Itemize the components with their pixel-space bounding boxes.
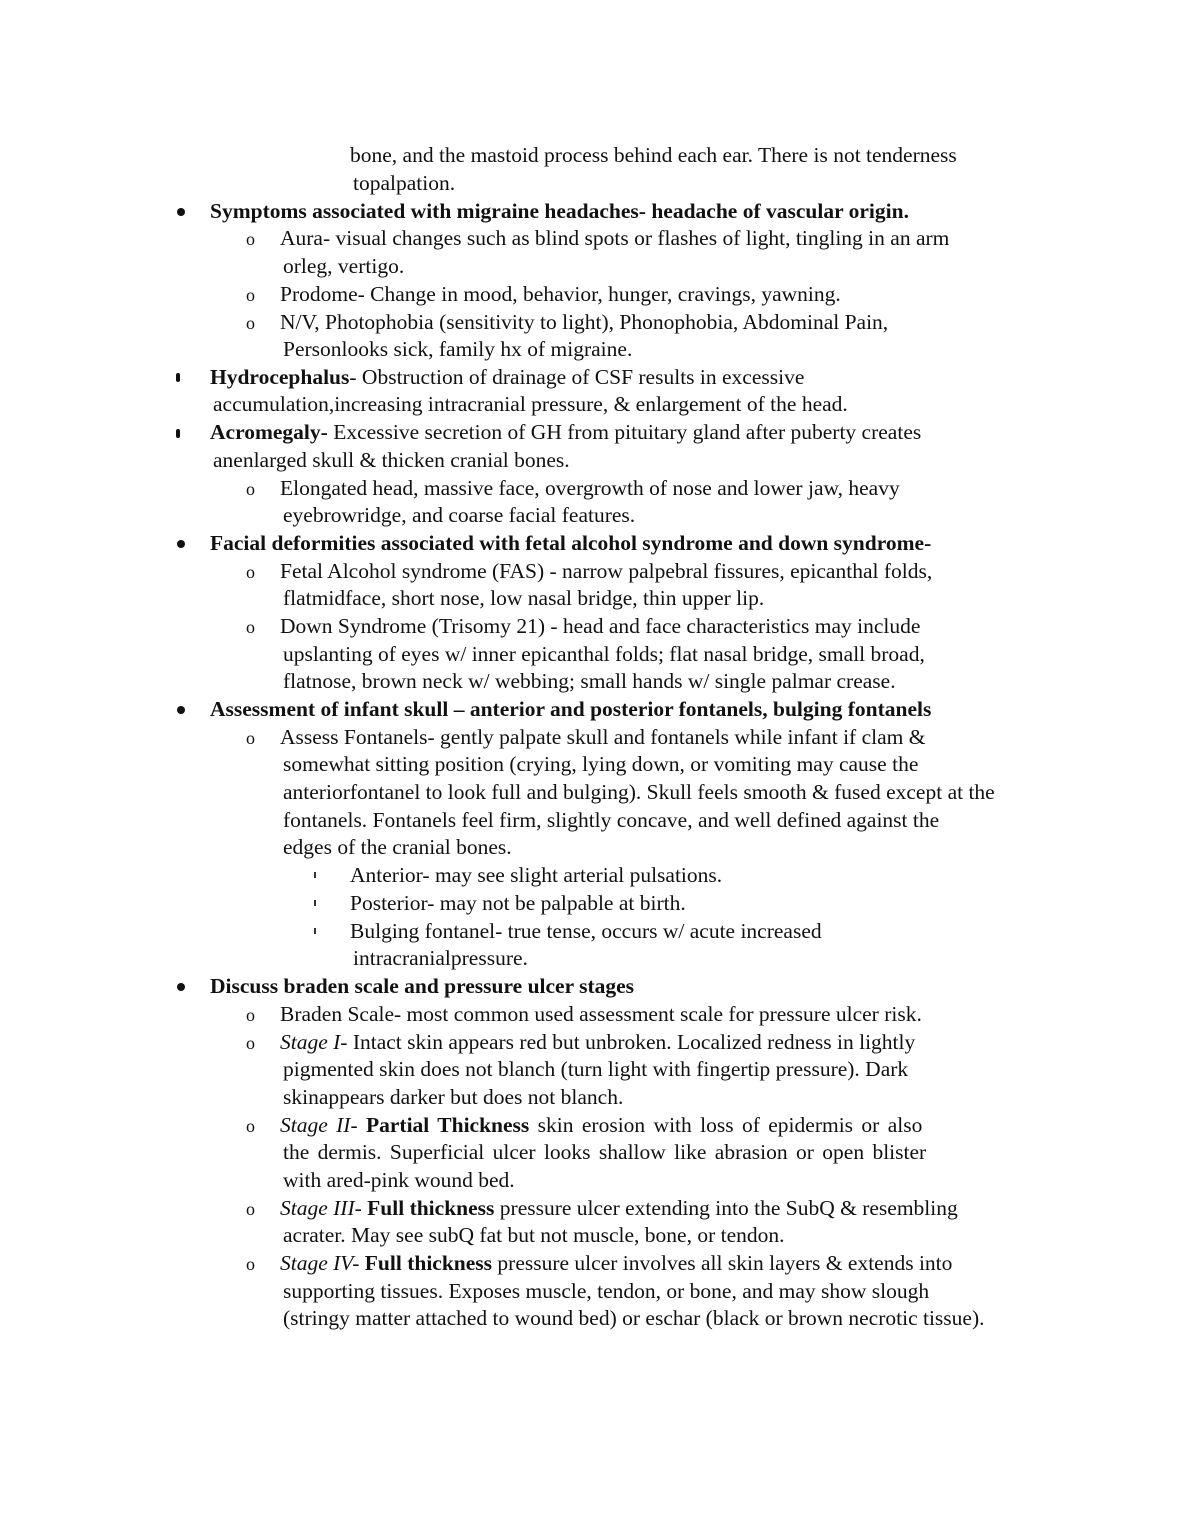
- text-line: accumulation,increasing intracranial pressure, & enlargement of the head.: [213, 392, 848, 416]
- list-item: Down Syndrome (Trisomy 21) - head and face characteristics may include: [280, 614, 921, 638]
- list-item: Fetal Alcohol syndrome (FAS) - narrow palpebral fissures, epicanthal folds,: [280, 559, 933, 583]
- list-item: [280, 1028, 915, 1056]
- sub-bullet-icon: o: [246, 313, 255, 333]
- text-line: upslanting of eyes w/ inner epicanthal folds; flat nasal bridge, small broad,: [283, 642, 925, 666]
- text-line: supporting tissues. Exposes muscle, tendon, or bone, and may show slough: [283, 1279, 930, 1303]
- list-item: Prodome- Change in mood, behavior, hunger, cravings, yawning.: [280, 282, 841, 306]
- stage-label: Stage III-: [280, 1196, 362, 1220]
- stage-label: Stage IV-: [280, 1251, 360, 1275]
- term-label: Hydrocephalus: [210, 365, 350, 389]
- stage-text: Intact skin appears red but unbroken. Localized redness in lightly: [347, 1030, 916, 1054]
- bullet-icon: [177, 706, 185, 714]
- stage-text: pressure ulcer involves all skin layers & extends into: [492, 1251, 953, 1275]
- list-item: Elongated head, massive face, overgrowth of nose and lower jaw, heavy: [280, 476, 900, 500]
- text-line: topalpation.: [353, 171, 456, 195]
- section-heading: Discuss braden scale and pressure ulcer stages: [210, 974, 635, 998]
- text-line: fontanels. Fontanels feel firm, slightly concave, and well defined against the: [283, 808, 940, 832]
- text-line: edges of the cranial bones.: [283, 835, 512, 859]
- section-heading: Assessment of infant skull – anterior and posterior fontanels, bulging fontanels: [210, 697, 932, 721]
- term-label: Acromegaly-: [210, 420, 328, 444]
- text-line: intracranialpressure.: [353, 946, 528, 970]
- list-item: N/V, Photophobia (sensitivity to light), Phonophobia, Abdominal Pain,: [280, 310, 889, 334]
- stage-label: Stage I-: [280, 1030, 348, 1054]
- stage-label: Stage II-: [280, 1113, 358, 1137]
- text-line: acrater. May see subQ fat but not muscle, bone, or tendon.: [283, 1223, 785, 1247]
- text-line: (stringy matter attached to wound bed) or eschar (black or brown necrotic tissue).: [283, 1306, 985, 1330]
- text-line: bone, and the mastoid process behind each ear. There is not tenderness: [350, 143, 957, 167]
- sub-sub-bullet-icon: [314, 872, 316, 878]
- stage-text: pressure ulcer extending into the SubQ & resembling: [494, 1196, 958, 1220]
- list-item: [280, 1249, 952, 1277]
- text-line: eyebrowridge, and coarse facial features.: [283, 503, 636, 527]
- bullet-icon: [176, 373, 180, 382]
- text-line: pigmented skin does not blanch (turn light with fingertip pressure). Dark: [283, 1057, 909, 1081]
- sub-bullet-icon: o: [246, 1199, 255, 1219]
- bullet-icon: [177, 540, 185, 548]
- list-item: Anterior- may see slight arterial pulsations.: [350, 863, 723, 887]
- sub-sub-bullet-icon: [314, 900, 316, 906]
- text-line: somewhat sitting position (crying, lying down, or vomiting may cause the: [283, 752, 919, 776]
- text-line: flatnose, brown neck w/ webbing; small hands w/ single palmar crease.: [283, 669, 896, 693]
- text-line: anteriorfontanel to look full and bulging). Skull feels smooth & fused except at the: [283, 780, 995, 804]
- sub-bullet-icon: o: [246, 1005, 255, 1025]
- text-line: skinappears darker but does not blanch.: [283, 1085, 624, 1109]
- sub-bullet-icon: o: [246, 562, 255, 582]
- stage-text: skin erosion with loss of epidermis or also: [537, 1113, 923, 1137]
- section-heading: Symptoms associated with migraine headaches- headache of vascular origin.: [210, 199, 909, 223]
- sub-sub-bullet-icon: [314, 928, 316, 934]
- sub-bullet-icon: o: [246, 728, 255, 748]
- sub-bullet-icon: o: [246, 617, 255, 637]
- bullet-icon: [177, 208, 185, 216]
- text-line: Personlooks sick, family hx of migraine.: [283, 337, 633, 361]
- list-item: Assess Fontanels- gently palpate skull and fontanels while infant if clam &: [280, 725, 926, 749]
- section-heading: Facial deformities associated with fetal alcohol syndrome and down syndrome-: [210, 531, 932, 555]
- sub-bullet-icon: o: [246, 1254, 255, 1274]
- sub-bullet-icon: o: [246, 1033, 255, 1053]
- list-item: [210, 418, 921, 446]
- list-item: [280, 1194, 958, 1222]
- text-line: the dermis. Superficial ulcer looks shallow like abrasion or open blister: [283, 1140, 927, 1164]
- list-item: Aura- visual changes such as blind spots or flashes of light, tingling in an arm: [280, 226, 950, 250]
- sub-bullet-icon: o: [246, 479, 255, 499]
- sub-bullet-icon: o: [246, 1116, 255, 1136]
- bullet-icon: [177, 983, 185, 991]
- list-item: Braden Scale- most common used assessment scale for pressure ulcer risk.: [280, 1002, 922, 1026]
- text-line: flatmidface, short nose, low nasal bridge, thin upper lip.: [283, 586, 765, 610]
- list-item: [210, 363, 804, 391]
- list-item: Posterior- may not be palpable at birth.: [350, 891, 686, 915]
- emphasis-text: Full thickness: [364, 1251, 493, 1275]
- text-line: orleg, vertigo.: [283, 254, 405, 278]
- definition-text: Excessive secretion of GH from pituitary gland after puberty creates: [327, 420, 922, 444]
- sub-bullet-icon: o: [246, 229, 255, 249]
- list-item: Bulging fontanel- true tense, occurs w/ acute increased: [350, 919, 822, 943]
- emphasis-text: Full thickness: [367, 1196, 495, 1220]
- definition-text: - Obstruction of drainage of CSF results in excessive: [349, 365, 805, 389]
- sub-bullet-icon: o: [246, 285, 255, 305]
- list-item: [280, 1111, 922, 1139]
- text-line: with ared-pink wound bed.: [283, 1168, 515, 1192]
- bullet-icon: [176, 429, 180, 438]
- emphasis-text: Partial Thickness: [366, 1113, 530, 1137]
- text-line: anenlarged skull & thicken cranial bones.: [213, 448, 570, 472]
